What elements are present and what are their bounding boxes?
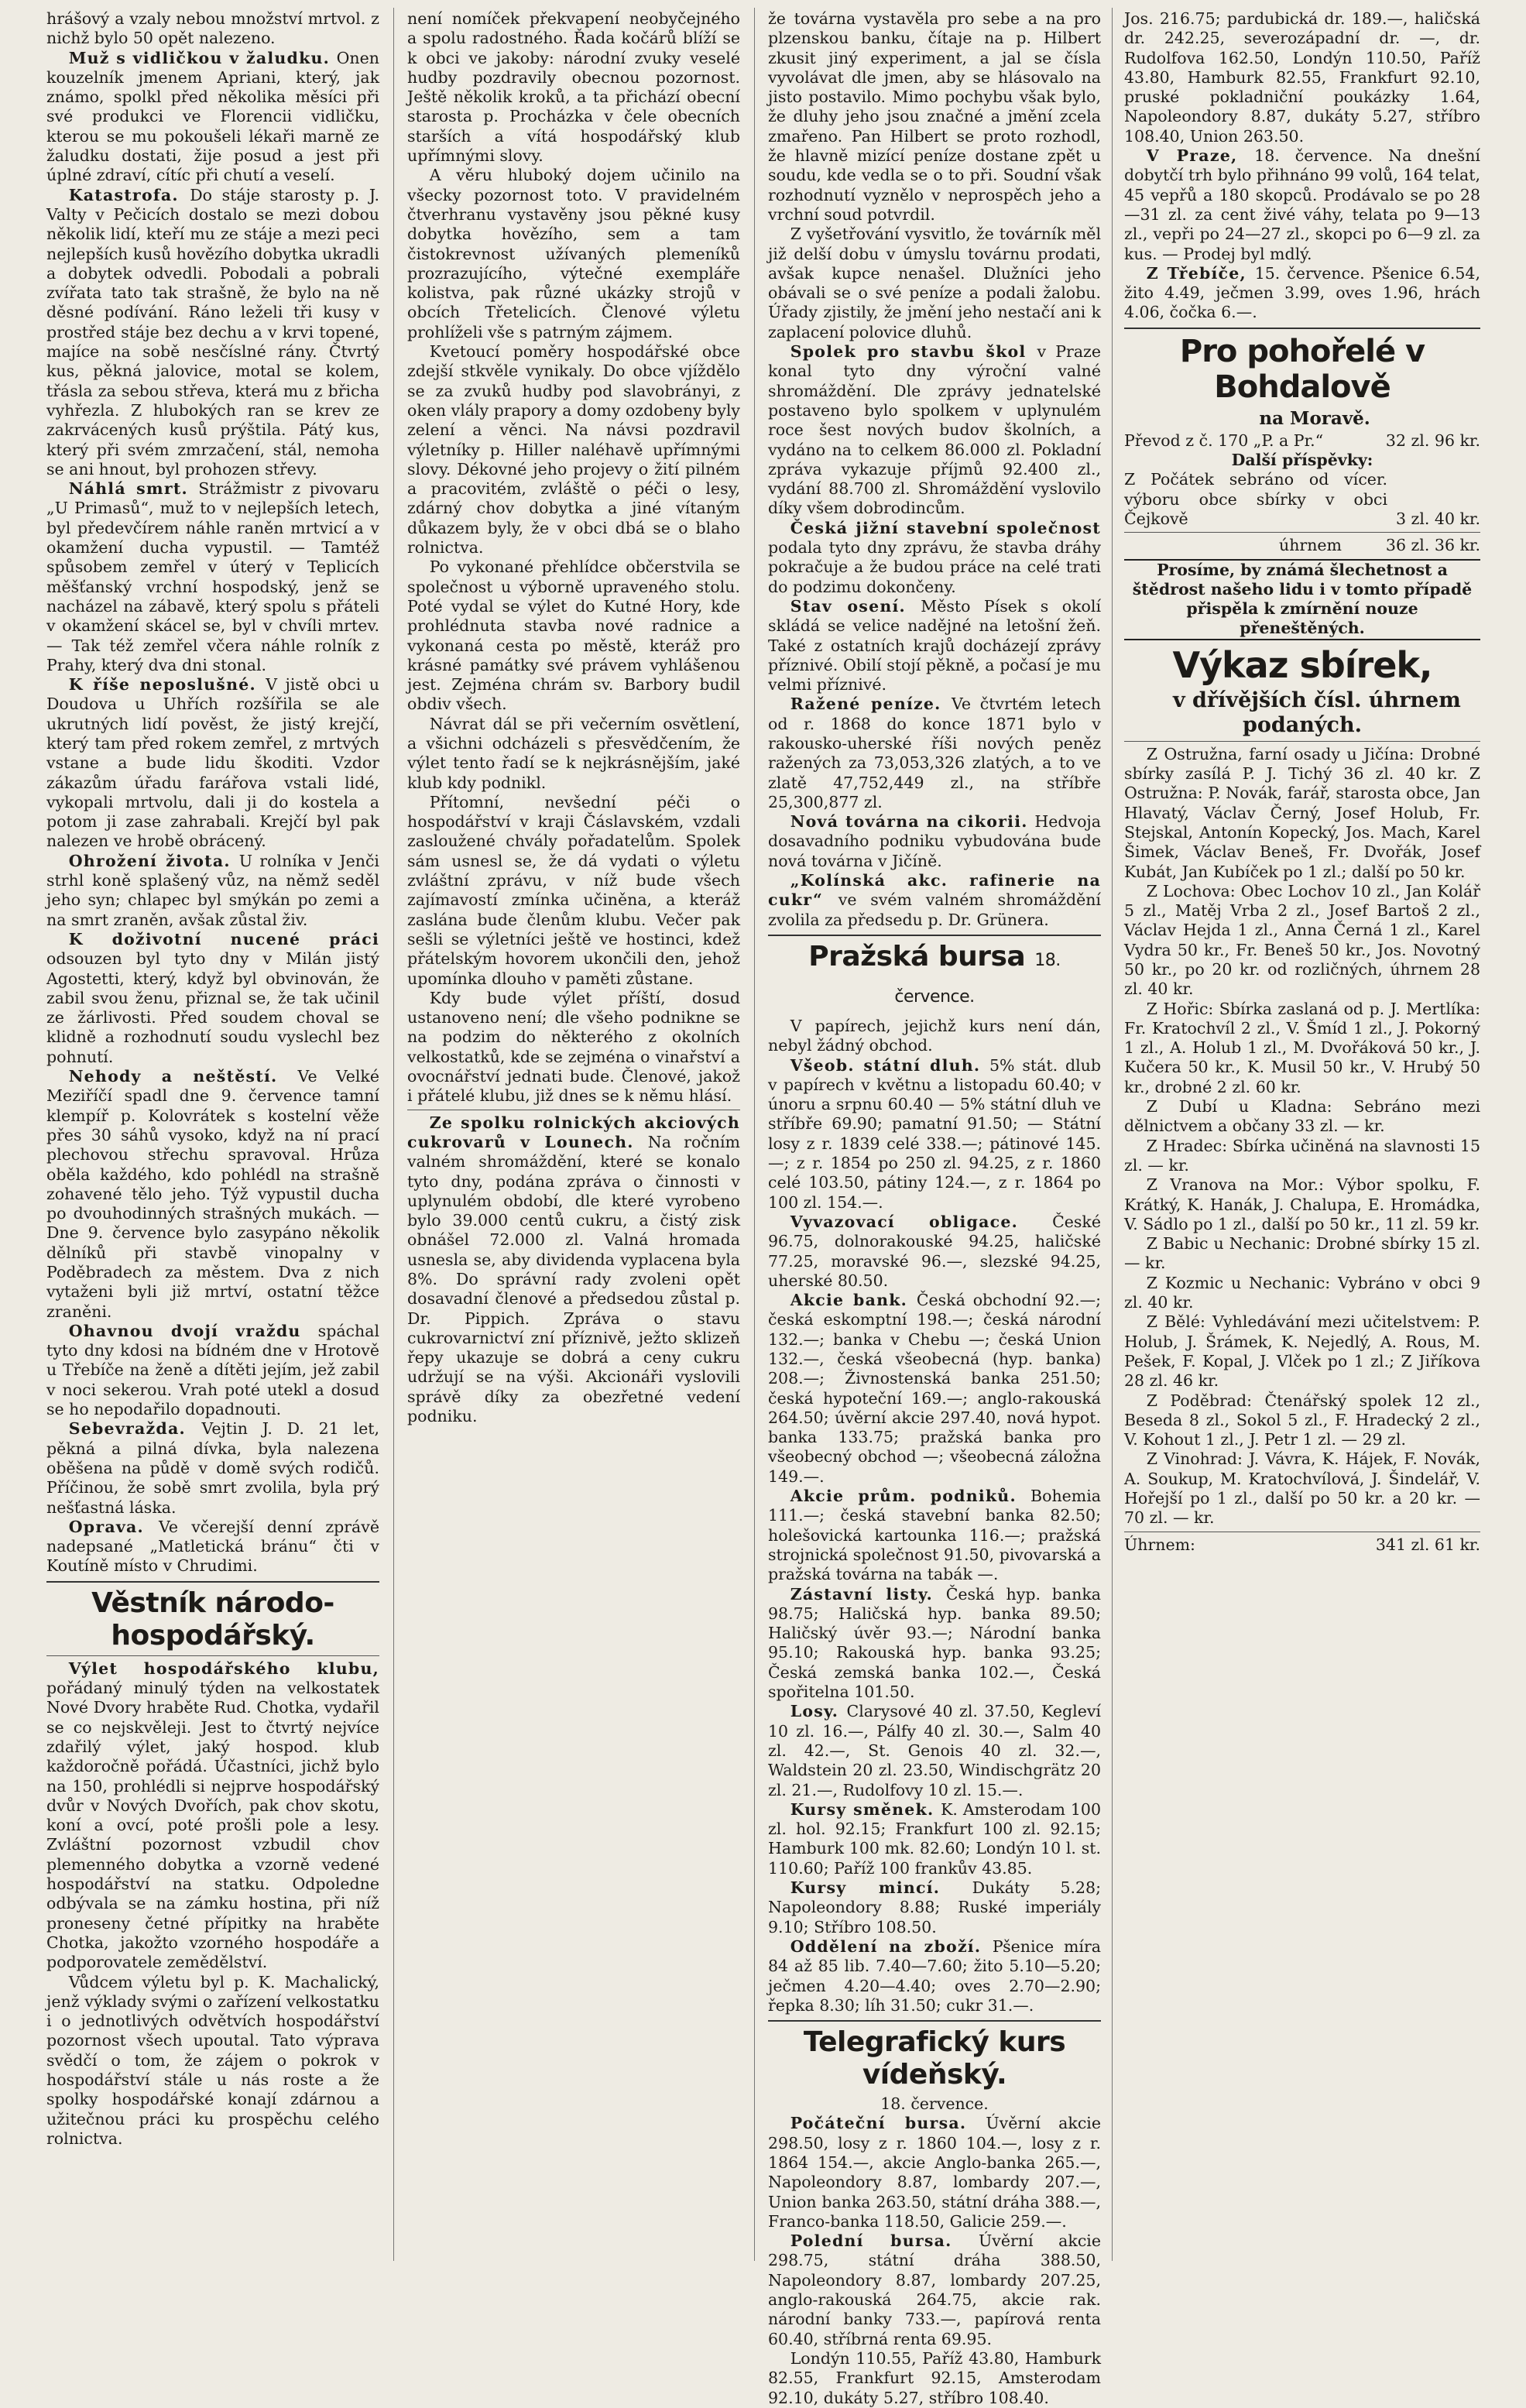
market-text: Úvěrní akcie 298.75, státní dráha 388.50, Napoleondory 8.87, lombardy 207.25, anglo-rakouská 264.75, akcie rak. národní banky 733.—, papírová renta 60.40, stříbrná renta 69.95.: [768, 2231, 1101, 2348]
donation-paragraph: Z Babic u Nechanic: Drobné sbírky 15 zl. — kr.: [1124, 1234, 1480, 1273]
donation-value: 36 zl. 36 kr.: [1385, 536, 1480, 555]
news-paragraph: Z vyšetřování vysvitlo, že továrník měl již delší dobu v úmyslu továrnu prodati, avšak kupce nenašel. Dlužníci jeho obávali se o své peníze a podali žalobu. Úřady zjistily, že jmění jeho nestačí ani k zaplacení polovice dluhů.: [768, 225, 1101, 341]
donation-table: [1124, 431, 1480, 556]
donation-paragraph: Z Hořic: Sbírka zaslaná od p. J. Mertlíka: Fr. Kratochvíl 2 zl., V. Šmíd 1 zl., J. Pokorný 1 zl., A. Holub 1 zl., M. Dvořáková 50 kr., J. Kučera 50 kr., K. Musil 50 kr., V. Hrubý 50 kr., drobné 2 zl. 60 kr.: [1124, 999, 1480, 1096]
market-kicker: Kursy směnek.: [790, 1799, 934, 1819]
news-item: [46, 1322, 379, 1419]
market-item: [768, 1585, 1101, 1703]
market-item: [768, 1878, 1101, 1937]
market-text: K. Amsterodam 100 zl. hol. 92.15; Frankfurt 100 zl. 92.15; Hamburk 100 mk. 82.60; Londýn 10 l. st. 110.60; Paříž 100 frankův 43.85.: [768, 1799, 1101, 1878]
donation-paragraph: Z Bělé: Vyhledávání mezi učitelstvem: P. Holub, J. Šrámek, K. Nejedlý, A. Rous, M. Pešek, F. Kopal, J. Vlček po 1 zl.; Z Jiříkova 28 zl. 46 kr.: [1124, 1312, 1480, 1391]
news-kicker: Náhlá smrt.: [68, 479, 188, 499]
news-paragraph: V papírech, jejichž kurs není dán, nebyl žádný obchod.: [768, 1016, 1101, 1055]
news-kicker: K říše neposlušné.: [68, 675, 256, 695]
news-paragraph: není nomíček překvapení neobyčejného a spolu radostného. Řada kočárů blíží se k obci ve jakoby: národní zvuky veselé hudby pozdravily obecnou pozornost. Ještě několik kroků, a ta přichází obecní starosta p. Procházka v čele obecních starších a vítá hospodářský klub upřímnými slovy.: [407, 9, 740, 166]
news-item: [768, 597, 1101, 695]
market-kicker: Oddělení na zboží.: [790, 1936, 982, 1956]
news-item: [768, 695, 1101, 812]
section-divider: [1124, 741, 1480, 742]
column-3: [768, 9, 1102, 2407]
market-kicker: Zástavní listy.: [790, 1584, 934, 1604]
news-item: [768, 342, 1101, 519]
donation-label: Z Počátek sebráno od vícer. výboru obce sbírky v obci Čejkově: [1124, 470, 1387, 528]
market-paragraph: Jos. 216.75; pardubická dr. 189.—, haličská dr. 242.25, severozápadní dr. —, dr. Rudolfova 162.50, Londýn 110.50, Paříž 43.80, Hamburk 82.55, Frankfurt 92.10, pruské pokladniční poukázky 1.64, Napoleondory 8.87, dukáty 5.27, stříbro 108.40, Union 263.50.: [1124, 9, 1480, 146]
section-divider: [1124, 328, 1480, 329]
news-item: [46, 479, 379, 675]
market-text: Pšenice míra 84 až 85 lib. 7.40—7.60; žito 5.10—5.20; ječmen 4.20—4.40; oves 2.70—2.90; řepka 8.30; líh 31.50; cukr 31.—.: [768, 1936, 1101, 2015]
news-text: Ve včerejší denní zprávě nadepsané „Matletická bránu“ čti v Koutíně místo v Chrudimi.: [46, 1517, 379, 1576]
market-text: 15. července. Pšenice 6.54, žito 4.49, ječmen 3.99, oves 1.96, hrách 4.06, čočka 6.—.: [1124, 263, 1480, 322]
market-text: České 96.75, dolnorakouské 94.25, haličské 77.25, moravské 96.—, slezské 94.25, uherské 80.50.: [768, 1212, 1101, 1290]
market-item: [768, 2114, 1101, 2231]
section-divider: [46, 1581, 379, 1583]
donation-value: 3 zl. 40 kr.: [1395, 509, 1480, 528]
section-subheading: v dřívějších čísl. úhrnem podaných.: [1172, 688, 1461, 737]
news-paragraph: že továrna vystavěla pro sebe a na pro plzenskou banku, čítaje na p. Hilbert zkusit jiný experiment, a jal se čísla vyvolávat dle jmen, aby se hlásovalo na jisto postavilo. Mimo pochybu však bylo, že dluhy jeho jsou značné a jmění zcela zmařeno. Pan Hilbert se proto rozhodl, že hlavně mizící peníze dostane zpět u soudu, kde vedla se o to při. Soudní však rozhodnutí vyznělo v neprospěch jeho a vrchní soud potvrdil.: [768, 9, 1101, 224]
donation-label: úhrnem: [1279, 536, 1342, 555]
market-paragraph: Londýn 110.55, Paříž 43.80, Hamburk 82.55, Frankfurt 92.15, Amsterodam 92.10, dukáty 5.27, stříbro 108.40.: [768, 2348, 1101, 2407]
market-text: 18. července. Na dnešní dobytčí trh bylo přihnáno 99 volů, 164 telat, 45 vepřů a 180 skopců. Prodávalo se po 28—31 zl. za cent živé váhy, telata po 9—13 zl., vepři po 24—27 zl., skopci po 6—9 zl. za kus. — Prodej byl mdlý.: [1124, 146, 1480, 263]
market-item: [768, 2231, 1101, 2349]
news-text: podala tyto dny zprávu, že stavba dráhy pokračuje a že budou práce na celé trati do podzimu dokončeny.: [768, 538, 1101, 596]
news-kicker: Spolek pro stavbu škol: [790, 342, 1027, 362]
market-kicker: Polední bursa.: [790, 2231, 952, 2251]
news-text: ve svém valném shromáždění zvolila za předsedu p. Dr. Grünera.: [768, 890, 1101, 929]
market-kicker: Z Třebíče,: [1146, 263, 1247, 283]
market-kicker: Všeob. státní dluh.: [790, 1055, 981, 1075]
donation-total-value: 341 zl. 61 kr.: [1375, 1535, 1480, 1554]
market-text: Úvěrní akcie 298.50, losy z r. 1860 104.—, losy z r. 1864 154.—, akcie Anglo-banka 265.—, Napoleondory 8.87, lombardy 207.—, Union banka 263.50, státní dráha 388.—, Franco-banka 118.50, Galicie 259.—.: [768, 2114, 1101, 2231]
news-item: [46, 1067, 379, 1322]
donation-paragraph: Z Hradec: Sbírka učiněná na slavnosti 15 zl. — kr.: [1124, 1136, 1480, 1175]
news-text: U rolníka v Jenči strhl koně splašený vůz, na němž seděl jeho syn; chlapec byl smýkán po zemi a na smrt zraněn, avšak zůstal živ.: [46, 851, 379, 929]
donation-paragraph: Z Poděbrad: Čtenářský spolek 12 zl., Beseda 8 zl., Sokol 5 zl., F. Hradecký 2 zl., V. Kohout 1 zl., J. Petr 1 zl. — 29 zl.: [1124, 1391, 1480, 1449]
news-text: odsouzen byl tyto dny v Milán jistý Agostetti, který, když byl obvinován, že zabil svou ženu, přiznal se, že tak učinil ze žárlivosti. Před soudem choval se klidně a rozhodnutí soudu vyslechl bez pohnutí.: [46, 949, 379, 1066]
donation-paragraph: Z Kozmic u Nechanic: Vybráno v obci 9 zl. 40 kr.: [1124, 1273, 1480, 1312]
donation-total-row: [1124, 1535, 1480, 1555]
news-item: [46, 675, 379, 852]
market-item: [768, 1056, 1101, 1213]
news-text: spáchal tyto dny kdosi na bídném dne v Hrotově u Třebíče na ženě a dítěti jejím, jež zabil v noci sekerou. Vrah poté utekl a dosud se ho nepodařilo dopadnouti.: [46, 1321, 379, 1419]
bursa-title: Pražská bursa: [808, 940, 1026, 972]
donation-paragraph: Z Dubí u Kladna: Sebráno mezi dělnictvem a občany 33 zl. — kr.: [1124, 1097, 1480, 1136]
news-text: v Praze konal tyto dny výroční valné shromáždění. Dle zprávy jednatelské postaveno bylo spolkem v uplynulém roce šest nových budov školních, a vydáno na to celkem 86.000 zl. Pokladní zpráva vykazuje příjmů 92.400 zl., vydání 88.700 zl. Shromáždění vyslovilo díky všem dobrodincům.: [768, 342, 1101, 518]
section-heading-telegraf: Telegrafický kurs vídeňský.: [803, 2026, 1066, 2091]
news-item: [768, 871, 1101, 930]
column-4: [1124, 9, 1480, 2259]
news-item: [46, 1419, 379, 1517]
news-text: Strážmistr z pivovaru „U Primasů“, muž to v nejlepších letech, byl předevčírem náhle raněn mrtvicí a v okamžení ducha vypustil. — Tamtéž spůsobem zemřel v úterý v Teplicích měšťanský vrchní hospodský, jenž se nacházel na zábavě, který spolu s přáteli v okamžení skácel se, byl v chvíli mrtev. — Tak též zemřel včera náhle rolník z Prahy, který dva dni stonal.: [46, 479, 379, 674]
section-heading-vykaz: Výkaz sbírek,: [1172, 643, 1432, 686]
section-subheading: na Moravě.: [1259, 407, 1370, 429]
news-item: [768, 812, 1101, 871]
donation-row: [1124, 451, 1480, 470]
news-paragraph: hrášový a vzaly nebou množství mrtvol. z nichž bylo 50 opět nalezeno.: [46, 9, 379, 48]
section-divider: [46, 1655, 379, 1656]
column-rule: [1112, 8, 1113, 2261]
market-text: Bohemia 111.—; česká stavební banka 82.50; holešovická kartounka 116.—; pražská strojnická společnost 91.50, pivovarská a pražská továrna na tabák —.: [768, 1487, 1101, 1584]
news-kicker: Katastrofa.: [68, 185, 179, 204]
market-kicker: Počáteční bursa.: [790, 2114, 967, 2133]
news-text: Ve Velké Meziříčí spadl dne 9. července tamní klempíř p. Kolovrátek s kostelní věže přes 30 sáhů vysoko, když na ní prací plechovou střechu spravoval. Hrůza oběla každého, kdo pohlédl na strašně zohavené tělo jeho. Týž vypustil ducha po dvouhodinných strašných mukách. — Dne 9. července bylo zasypáno několik dělníků při stavbě vinopalny v Poděbradech za městem. Dva z nich vytaženi byli již mrtví, ostatní těžce zraněni.: [46, 1067, 379, 1321]
news-item: [46, 186, 379, 479]
news-item: [407, 1113, 740, 1427]
news-text: Do stáje starosty p. J. Valty v Pečicích dostalo se mezi dobou několik lidí, kteří mu ze stáje a mezi peci nejlepších kusů hovězího dobytka ukradli a dobytek odvedli. Pobodali a pobrali zvířata tato tak strašně, že bylo na ně děsné podívání. Ráno leželi tři kusy v prostřed stáje bez dechu a v krvi topené, majíce na sobě nesčíslné rány. Čtvrtý kus, pěkná jalovice, motal se kolem, třásla za sebou střeva, která mu z břicha vyhřezla. Z hlubokých ran se krev ze zakrvácených kusů prýštila. Pátý kus, který při svém zmrzačení, stál, nemoha se ani hnout, byl prohozen střevy.: [46, 185, 379, 479]
news-item: [46, 1518, 379, 1576]
bursa-date: 18. července.: [894, 950, 1061, 1007]
news-kicker: Nová továrna na cikorii.: [790, 812, 1028, 832]
market-item: [1124, 146, 1480, 264]
donation-total-row: [1124, 536, 1480, 555]
donation-row: [1124, 470, 1480, 529]
news-item: [46, 930, 379, 1067]
news-text: pořádaný minulý týden na velkostatek Nové Dvory hraběte Rud. Chotka, vydařil se co nejskvěleji. Jest to čtvrtý nejvíce zdařilý výlet, jaký hospod. klub každoročně pořádá. Účastníci, jichž bylo na 150, prohlédli si nejprve hospodářský dvůr v Nových Dvořích, pak chov skotu, koní a ovcí, poté prošli pole a lesy. Zvláštní pozornost vzbudil chov plemenného dobytka a vzorně vedené hospodářství na statku. Odpoledne odbývala se na zámku hostina, při níž proneseny četné přípitky na hraběte Chotka, jakožto vzorného hospodáře a podporovatele zemědělství.: [46, 1679, 379, 1972]
news-kicker: Ražené peníze.: [790, 695, 941, 714]
market-kicker: Kursy mincí.: [790, 1878, 941, 1898]
news-text: Onen kouzelník jmenem Apriani, který, jak známo, spolkl před několika měsíci při své produkci ve Florencii vidličku, kterou se mu pokoušeli lékaři marně ze žaludku dostati, žije posud a jest při úplné zdraví, cítíc při chutí a veselí.: [46, 48, 379, 185]
market-item: [768, 1487, 1101, 1584]
telegraf-date: 18. července.: [880, 2094, 989, 2114]
market-item: [1124, 264, 1480, 323]
news-text: Hedvoja dosavadního podniku vybudována bude nová továrna v Jičíně.: [768, 812, 1101, 870]
news-kicker: Stav osení.: [790, 596, 906, 616]
market-text: Česká hyp. banka 98.75; Haličská hyp. banka 89.50; Haličský úvěr 93.—; Národní banka 95.10; Rakouská hyp. banka 93.25; Česká zemská banka 102.—, Česká spořitelna 101.50.: [768, 1584, 1101, 1702]
market-text: Česká obchodní 92.—; česká eskomptní 198.—; česká národní 132.—; banka v Chebu —; česká Union 132.—, česká všeobecná (hyp. banka) 208.—; Živnostenská banka 251.50; česká hypoteční 169.—; anglo-rakouská 264.50; úvěrní akcie 297.40, nová hypot. banka 133.75; pražská banka pro všeobecný obchod —; všeobecná záložna 149.—.: [768, 1291, 1101, 1486]
news-text: Ve čtvrtém letech od r. 1868 do konce 1871 bylo v rakousko-uherské říši nových peněz ražených za 73,053,326 zlatých, a to ve zlatě 47,752,449 zl., na stříbře 25,300,877 zl.: [768, 695, 1101, 811]
donation-paragraph: Z Vranova na Mor.: Výbor spolku, F. Krátký, K. Hanák, J. Chalupa, E. Hromádka, V. Sádlo po 1 zl., další po 50 kr., 11 zl. 59 kr.: [1124, 1175, 1480, 1233]
news-paragraph: Kdy bude výlet příští, dosud ustanoveno není; dle všeho podnikne se na podzim do některého z okolních velkostatků, kde se zejména o vinařství a ovocnářství jednati bude. Členové, jakož i přátelé klubu, již dnes se k němu hlásí.: [407, 988, 740, 1106]
market-kicker: Akcie prům. podniků.: [790, 1487, 1017, 1506]
news-paragraph: A věru hluboký dojem učinilo na všecky pozornost toto. V pravidelném čtverhranu vystavěny jsou pěkné kusy dobytka hovězího, sem a tam čistokrevnost užívaných plemeníků prozrazujícího, výtečné exempláře kolistva, pak různé ukázky strojů v obcích Třetelicích. Členové výletu prohlíželi vše s patrným zájmem.: [407, 166, 740, 341]
news-kicker: Sebevražda.: [68, 1419, 186, 1439]
notice-box: [1124, 559, 1480, 640]
appeal-notice: Prosíme, by známá šlechetnost a štědrost našeho lidu i v tomto případě přispěla k zmírnění nouze přeneštěných.: [1132, 560, 1473, 638]
donation-value: 32 zl. 96 kr.: [1385, 430, 1480, 450]
market-item: [768, 1291, 1101, 1487]
section-heading-bohdalov: Pro pohořelé v Bohdalově: [1179, 333, 1425, 405]
news-text: V jistě obci u Doudova u Uhřích rozšířila se ale ukrutných lidí pověst, že jistý krejčí, který tam před rokem zemřel, z mrtvých vstane a bude lidu škoditi. Vzdor zákazům úřadu farářova vstali lidé, vykopali mrtvolu, dali ji do kostela a potom ji zase zahrabali. Krejčí byl pak nalezen ve hrobě obrácený.: [46, 675, 379, 851]
section-heading-bursa: [768, 941, 1101, 1014]
donation-paragraph: Z Ostružna, farní osady u Jičína: Drobné sbírky zasílá P. J. Tichý 36 zl. 40 kr. Z Ostružna: P. Novák, farář, starosta obce, Jan Hlavatý, Václav Černý, Josef Holub, Fr. Stejskal, Antonín Kopecký, Jos. Mach, Karel Šimek, Václav Beneš, Fr. Dvořák, Josef Kubát, Jan Kubíček po 1 zl.; další po 50 kr.: [1124, 744, 1480, 881]
section-divider: [768, 935, 1101, 936]
news-kicker: Ohavnou dvojí vraždu: [68, 1321, 301, 1340]
news-kicker: „Kolínská akc. rafinerie na cukr“: [768, 871, 1101, 910]
column-rule: [754, 8, 755, 2261]
column-1: [46, 9, 379, 2259]
market-text: Dukáty 5.28; Napoleondory 8.88; Ruské imperiály 9.10; Stříbro 108.50.: [768, 1878, 1102, 1936]
donation-row: [1124, 431, 1480, 451]
market-kicker: Losy.: [790, 1702, 839, 1721]
donation-total-label: Úhrnem:: [1124, 1535, 1195, 1554]
market-item: [768, 1800, 1101, 1878]
news-kicker: Ze spolku rolnických akciových cukrovarů v Lounech.: [407, 1113, 740, 1151]
news-paragraph: Návrat dál se při večerním osvětlení, a všichni odcházeli s přesvědčením, že výlet tento řadí se k nejkrásnějším, jaké klub kdy podnikl.: [407, 714, 740, 792]
news-kicker: Muž s vidličkou v žaludku.: [68, 48, 330, 67]
market-item: [768, 1937, 1101, 2015]
news-kicker: Ohrožení života.: [68, 851, 231, 870]
market-item: [768, 1702, 1101, 1799]
market-kicker: Akcie bank.: [790, 1291, 908, 1310]
donation-paragraph: Z Lochova: Obec Lochov 10 zl., Jan Kolář 5 zl., Matěj Vrba 2 zl., Josef Bartoš 2 zl., Václav Hejda 1 zl., Anna Černá 1 zl., Karel Vydra 50 kr., Fr. Beneš 50 kr., Jos. Novotný 50 kr., po 20 kr. od rozličných, úhrnem 28 zl. 40 kr.: [1124, 881, 1480, 999]
news-kicker: Nehody a neštěstí.: [68, 1067, 278, 1086]
news-text: Na ročním valném shromáždění, které se konalo tyto dny, podána zpráva o činnosti v uplynulém období, dle které vyrobeno bylo 39.000 centů cukru, a čistý zisk obnášel 72.000 zl. Valná hromada usnesla se, aby dividenda vyplacena byla 8%. Do správní rady zvoleni opět dosavadní členové a předsedou zůstal p. Dr. Pippich. Zpráva o stavu cukrovarnictví zní příznivě, ježto sklizeň řepy ukazuje se dobrá a ceny cukru udržují se na výši. Akcionáři vyslovili správě díky za obezřetné vedení podniku.: [407, 1132, 740, 1426]
market-item: [768, 1213, 1101, 1291]
market-text: 5% stát. dlub v papírech v květnu a listopadu 60.40; v únoru a srpnu 60.40 — 5% státní dluh ve stříbře 69.90; pamatní 91.50; — Státní losy z r. 1839 celé 338.—; pátinové 145.—; z r. 1854 po 250 zl. 94.25, z r. 1860 celé 103.50, pátiny 124.—, z r. 1864 po 100 zl. 154.—.: [768, 1055, 1101, 1212]
news-kicker: Česká jižní stavební společnost: [790, 518, 1101, 537]
section-heading-vestnik: Věstník národo-hospodářský.: [91, 1586, 334, 1652]
news-paragraph: Přítomní, nevšední péči o hospodářství v kraji Čáslavském, vzdali zasloužené chvály pořadatelům. Spolek sám usnesl se, že dá vydati o výletu zvláštní zprávu, v níž bude všech zajímavostí zmínka učiněna, a kteráž zaslána bude členům klubu. Večer pak sešli se výletníci ještě ve hostinci, kdež přátelským hovorem ukončili den, jehož upomínka dlouho v paměti zůstane.: [407, 792, 740, 988]
market-kicker: Vyvazovací obligace.: [790, 1212, 1018, 1231]
news-text: Město Písek s okolí skládá se velice nadějné na letošní žeň. Také z ostatních krajů docházejí zprávy příznivé. Obilí stojí pěkně, a počasí je mu velmi příznivé.: [768, 596, 1101, 695]
news-kicker: Oprava.: [68, 1517, 144, 1536]
news-item: [46, 852, 379, 930]
donation-label: Další příspěvky:: [1231, 451, 1373, 470]
news-paragraph: Kvetoucí poměry hospodářské obce zdejší stkvěle vynikaly. Do obce vjíždělo se za zvuků hudby pod slavobrányi, z oken vlály prapory a domy ozdobeny byly zelení a věnci. Na návsi pozdravil výletníky p. Hiller naléhavě upřímnými slovy. Dékovné jeho projevy o žití pilném a pracovitém, zvláště o péči o lesy, zdárný chov dobytka a jiné vítaným důkazem byly, že v obci dbá se o blaho rolnictva.: [407, 342, 740, 557]
sum-rule: [1124, 532, 1480, 533]
market-kicker: V Praze,: [1146, 146, 1238, 166]
column-2: [407, 9, 740, 2259]
news-item: [46, 1659, 379, 1973]
donation-label: Převod z č. 170 „P. a Pr.“: [1124, 430, 1324, 450]
news-item: [46, 1973, 379, 2149]
news-kicker: K doživotní nucené práci: [68, 929, 379, 948]
news-item: [768, 519, 1101, 597]
news-item: [46, 49, 379, 186]
news-kicker: Výlet hospodářského klubu,: [68, 1659, 379, 1678]
section-divider: [768, 2020, 1101, 2022]
news-text: Vůdcem výletu byl p. K. Machalický, jenž výklady svými o zařízení velkostatku i o jednotlivých odvětvích hospodářství pozornost všech upoutal. Tato výprava svědčí o tom, že zájem o pokrok v hospodářství stále u nás roste a že spolky hospodářské konají zdárnou a užitečnou práci ku prospěchu celého rolnictva.: [46, 1972, 379, 2148]
donation-paragraph: Z Vinohrad: J. Vávra, K. Hájek, F. Novák, A. Soukup, M. Kratochvílová, J. Šindelář, V. Hořejší po 1 zl., další po 50 kr. a 20 kr. — 70 zl. — kr.: [1124, 1449, 1480, 1528]
market-text: Clarysové 40 zl. 37.50, Kegleví 10 zl. 16.—, Pálfy 40 zl. 30.—, Salm 40 zl. 42.—, St. Genois 40 zl. 32.—, Waldstein 20 zl. 23.50, Windischgrätz 20 zl. 21.—, Rudolfovy 10 zl. 15.—.: [768, 1702, 1101, 1799]
news-paragraph: Po vykonané přehlídce občerstvila se společnost u výborně upraveného stolu. Poté vydal se výlet do Kutné Hory, kde prohlédnuta stavba nové radnice a vykonaná cesta po městě, kteráž pro krásné památky své právem vyhlášenou jest. Zejména chrám sv. Barbory budil obdiv všech.: [407, 557, 740, 714]
news-text: Vejtin J. D. 21 let, pěkná a pilná dívka, byla nalezena oběšena na půdě v domě svých rodičů. Příčinou, že sobě smrt zvolila, byla prý nešťastná láska.: [46, 1419, 379, 1517]
column-rule: [393, 8, 394, 2261]
